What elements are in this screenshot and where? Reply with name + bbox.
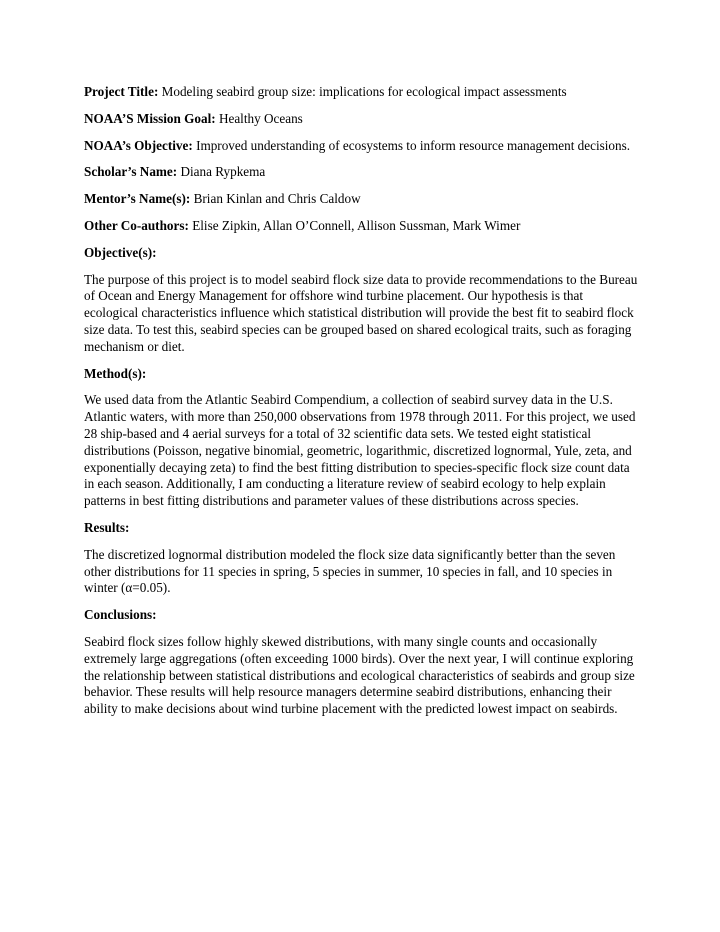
results-heading: Results: bbox=[84, 519, 130, 535]
mentors-value: Brian Kinlan and Chris Caldow bbox=[193, 191, 361, 207]
project-title-field bbox=[84, 84, 640, 101]
mentors-field bbox=[84, 191, 640, 208]
objectives-heading: Objective(s): bbox=[84, 244, 157, 260]
document-body bbox=[84, 84, 640, 728]
objective-field bbox=[84, 138, 640, 155]
methods-heading: Method(s): bbox=[84, 365, 147, 381]
coauthors-label: Other Co-authors: bbox=[84, 217, 189, 233]
project-title-value: Modeling seabird group size: implications for ecological impact assessments bbox=[161, 84, 567, 99]
objectives-text: The purpose of this project is to model seabird flock size data to provide recommendations to the Bureau of Ocean and Energy Management for offshore wind turbine placement. Our hypothesis is that ecological characteristics influence which statistical distribution will provide the best fit to seabird flock size data. To test this, seabird species can be grouped based on shared ecological traits, such as foraging mechanism or diet. bbox=[84, 271, 638, 354]
objective-value: Improved understanding of ecosystems to inform resource management decisions. bbox=[196, 137, 631, 153]
mission-goal-value: Healthy Oceans bbox=[218, 110, 303, 126]
mission-goal-label: NOAA’S Mission Goal: bbox=[84, 110, 216, 126]
coauthors-field bbox=[84, 218, 640, 235]
scholar-field bbox=[84, 164, 640, 181]
project-title-label: Project Title: bbox=[84, 84, 159, 99]
mentors-label: Mentor’s Name(s): bbox=[84, 191, 191, 207]
mission-goal-field bbox=[84, 111, 640, 128]
results-text: The discretized lognormal distribution modeled the flock size data significantly better than the seven other distributions for 11 species in spring, 5 species in summer, 10 species in fall, and 10 species in winter (α=0.05). bbox=[84, 546, 616, 596]
methods-text: We used data from the Atlantic Seabird Compendium, a collection of seabird survey data in the U.S. Atlantic waters, with more than 250,000 observations from 1978 through 2011. For this project, we used 28 ship-based and 4 aerial surveys for a total of 32 scientific data sets. We tested eight statistical distributions (Poisson, negative binomial, geometric, logarithmic, discretized lognormal, Yule, zeta, and exponentially decaying zeta) to find the best fitting distribution to species-specific flock size count data in each season. Additionally, I am conducting a literature review of seabird ecology to help explain patterns in best fitting distributions and parameter values of these distributions across species. bbox=[84, 392, 636, 509]
conclusions-text: Seabird flock sizes follow highly skewed distributions, with many single counts and occasionally extremely large aggregations (often exceeding 1000 birds). Over the next year, I will continue exploring the relationship between statistical distributions and ecological characteristics of seabirds and group size behavior. These results will help resource managers determine seabird distributions, enhancing their ability to make decisions about wind turbine placement with the predicted lowest impact on seabirds. bbox=[84, 633, 635, 717]
conclusions-heading: Conclusions: bbox=[84, 607, 157, 623]
scholar-label: Scholar’s Name: bbox=[84, 164, 178, 180]
coauthors-value: Elise Zipkin, Allan O’Connell, Allison Sussman, Mark Wimer bbox=[192, 217, 521, 233]
objective-label: NOAA’s Objective: bbox=[84, 137, 193, 153]
scholar-value: Diana Rypkema bbox=[180, 164, 266, 180]
